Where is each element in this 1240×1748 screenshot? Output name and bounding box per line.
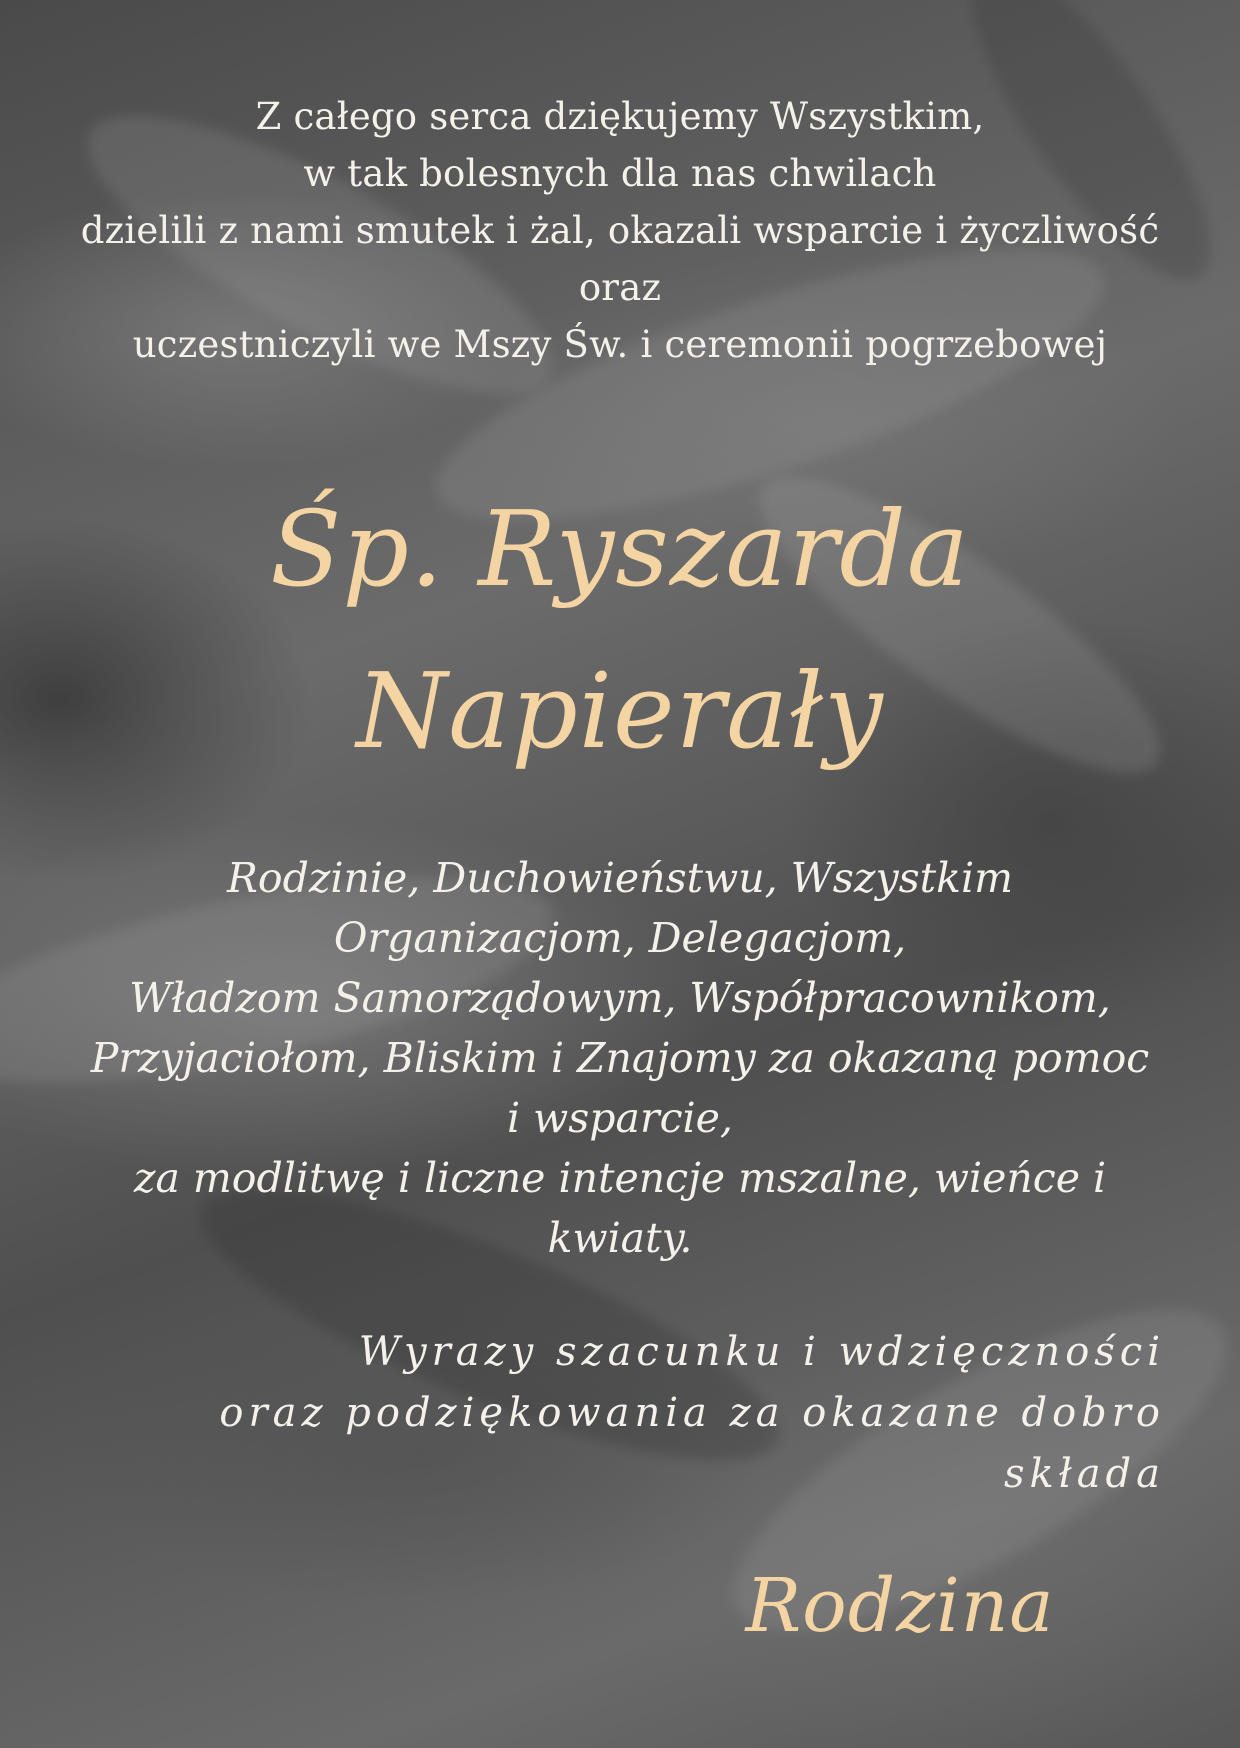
- intro-line: uczestniczyli we Mszy Św. i ceremonii pogrzebowej: [132, 323, 1108, 366]
- thanks-line: Władzom Samorządowym, Współpracownikom,: [129, 974, 1111, 1022]
- thanks-line: Organizacjom, Delegacjom,: [333, 914, 907, 962]
- thanks-text: [0, 848, 1240, 1268]
- closing-line: oraz podziękowania za okazane dobro: [219, 1390, 1165, 1436]
- deceased-name-line: Napierały: [356, 650, 884, 772]
- closing-text: [65, 1322, 1165, 1505]
- closing-line: Wyrazy szacunku i wdzięczności: [358, 1329, 1165, 1375]
- intro-text: [0, 88, 1240, 373]
- thanks-line: Przyjaciołom, Bliskim i Znajomy za okazaną pomoc: [90, 1034, 1150, 1082]
- thanks-line: kwiaty.: [547, 1214, 693, 1262]
- closing-line: składa: [1003, 1451, 1165, 1497]
- thanks-line: i wsparcie,: [507, 1094, 733, 1142]
- intro-line: oraz: [578, 266, 662, 309]
- signature: Rodzina: [745, 1563, 1055, 1649]
- thanks-line: Rodzinie, Duchowieństwu, Wszystkim: [227, 854, 1013, 902]
- intro-line: Z całego serca dziękujemy Wszystkim,: [255, 95, 985, 138]
- intro-line: w tak bolesnych dla nas chwilach: [303, 152, 937, 195]
- deceased-name-line: Śp. Ryszarda: [270, 488, 970, 610]
- thanks-line: za modlitwę i liczne intencje mszalne, wieńce i: [133, 1154, 1107, 1202]
- deceased-name: [0, 468, 1240, 792]
- intro-line: dzielili z nami smutek i żal, okazali wsparcie i życzliwość: [80, 209, 1160, 252]
